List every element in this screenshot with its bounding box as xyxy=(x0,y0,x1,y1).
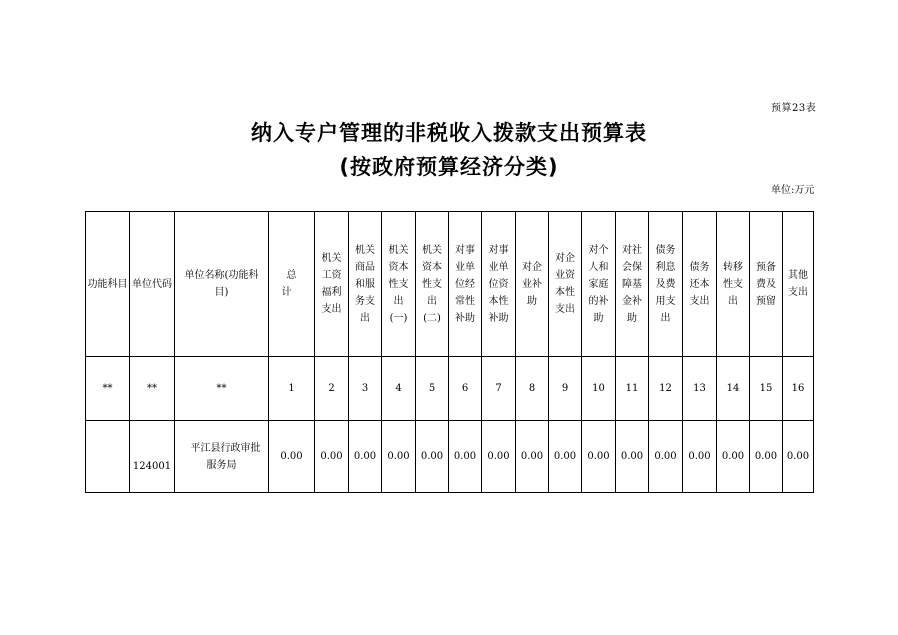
index-cell: 13 xyxy=(683,357,717,421)
amount-cell: 0.00 xyxy=(750,421,783,493)
amount-cell: 0.00 xyxy=(683,421,717,493)
col-header: 机关资本性支出(一) xyxy=(382,212,416,357)
col-header: 转移性支出 xyxy=(717,212,750,357)
amount-cell: 0.00 xyxy=(783,421,814,493)
index-cell: 3 xyxy=(349,357,382,421)
amount-cell: 0.00 xyxy=(516,421,549,493)
col-header: 功能科目 xyxy=(86,212,130,357)
index-cell: ** xyxy=(86,357,130,421)
unit-name-cell: 平江县行政审批服务局 xyxy=(175,421,269,493)
col-header: 对企业资本性支出 xyxy=(549,212,582,357)
amount-cell: 0.00 xyxy=(315,421,349,493)
col-header: 单位代码 xyxy=(130,212,175,357)
index-cell: 6 xyxy=(449,357,482,421)
col-header: 对个人和家庭的补助 xyxy=(582,212,616,357)
col-header: 对企业补助 xyxy=(516,212,549,357)
amount-cell: 0.00 xyxy=(582,421,616,493)
amount-cell: 0.00 xyxy=(482,421,516,493)
col-header: 预备费及预留 xyxy=(750,212,783,357)
index-cell: 2 xyxy=(315,357,349,421)
col-header: 对社会保障基金补助 xyxy=(616,212,649,357)
page-subtitle: (按政府预算经济分类) xyxy=(339,155,559,179)
index-cell: 5 xyxy=(416,357,449,421)
index-cell: ** xyxy=(175,357,269,421)
col-header: 对事业单位经常性补助 xyxy=(449,212,482,357)
index-cell: ** xyxy=(130,357,175,421)
col-header: 总计 xyxy=(269,212,315,357)
amount-cell: 0.00 xyxy=(649,421,683,493)
col-header: 债务利息及费用支出 xyxy=(649,212,683,357)
amount-cell: 0.00 xyxy=(269,421,315,493)
func-code-cell xyxy=(86,421,130,493)
amount-cell: 0.00 xyxy=(549,421,582,493)
index-cell: 8 xyxy=(516,357,549,421)
index-cell: 7 xyxy=(482,357,516,421)
amount-cell: 0.00 xyxy=(717,421,750,493)
col-header: 单位名称(功能科目) xyxy=(175,212,269,357)
header-row xyxy=(86,212,814,357)
index-cell: 15 xyxy=(750,357,783,421)
col-header: 其他支出 xyxy=(783,212,814,357)
unit-code-cell: 124001 xyxy=(130,421,175,493)
form-number: 预算23表 xyxy=(771,103,817,114)
index-cell: 1 xyxy=(269,357,315,421)
index-cell: 4 xyxy=(382,357,416,421)
page-title: 纳入专户管理的非税收入拨款支出预算表 xyxy=(251,121,647,145)
index-cell: 9 xyxy=(549,357,582,421)
index-cell: 16 xyxy=(783,357,814,421)
index-cell: 14 xyxy=(717,357,750,421)
amount-cell: 0.00 xyxy=(449,421,482,493)
table-row xyxy=(86,421,814,493)
budget-table xyxy=(85,211,814,493)
col-header: 债务还本支出 xyxy=(683,212,717,357)
col-header: 对事业单位资本性补助 xyxy=(482,212,516,357)
amount-cell: 0.00 xyxy=(382,421,416,493)
col-header: 机关资本性支出(二) xyxy=(416,212,449,357)
amount-cell: 0.00 xyxy=(616,421,649,493)
col-header: 机关商品和服务支出 xyxy=(349,212,382,357)
col-header: 机关工资福利支出 xyxy=(315,212,349,357)
amount-cell: 0.00 xyxy=(416,421,449,493)
amount-cell: 0.00 xyxy=(349,421,382,493)
unit-label: 单位:万元 xyxy=(771,185,815,196)
index-cell: 10 xyxy=(582,357,616,421)
index-cell: 12 xyxy=(649,357,683,421)
index-cell: 11 xyxy=(616,357,649,421)
index-row xyxy=(86,357,814,421)
